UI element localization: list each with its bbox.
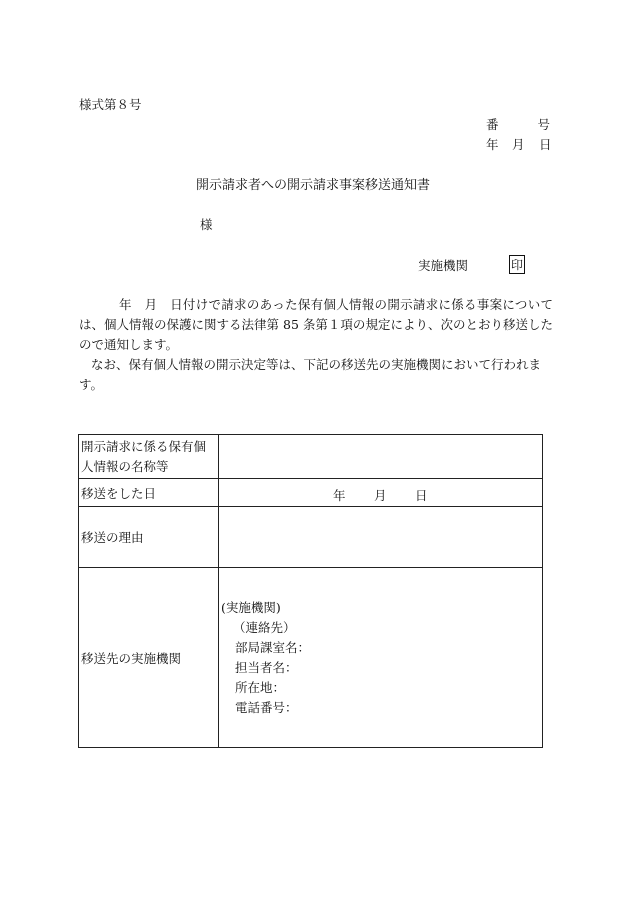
info-name-value xyxy=(219,435,543,479)
addressee-suffix: 様 xyxy=(200,217,213,232)
form-number: 様式第８号 xyxy=(79,97,142,112)
date-year: 年 xyxy=(486,137,499,152)
table-row xyxy=(79,568,543,748)
table-row xyxy=(79,435,543,479)
transfer-reason-label: 移送の理由 xyxy=(79,507,219,568)
transfer-details-table xyxy=(78,434,543,748)
destination-agency-value xyxy=(219,568,543,748)
dest-agency-heading: (実施機関) xyxy=(221,599,281,615)
dest-contact-heading: （連絡先） xyxy=(233,619,296,635)
transfer-date-label: 移送をした日 xyxy=(79,479,219,507)
notice-body xyxy=(79,295,553,395)
dest-person: 担当者名： xyxy=(235,659,298,675)
sender-agency-label: 実施機関 xyxy=(418,258,469,273)
number-suffix: 号 xyxy=(537,117,550,132)
document-title: 開示請求者への開示請求事案移送通知書 xyxy=(196,178,431,193)
body-paragraph-1: 年 月 日付けで請求のあった保有個人情報の開示請求に係る事案については、個人情報の保護に関する法律第 85 条第１項の規定により、次のとおり移送したので通知します。 xyxy=(79,297,553,352)
transfer-date-day: 日 xyxy=(415,488,428,503)
table-row xyxy=(79,507,543,568)
transfer-date-year: 年 xyxy=(333,488,346,503)
date-month: 月 xyxy=(512,137,525,152)
number-label: 番 xyxy=(486,117,499,132)
seal-mark: 印 xyxy=(509,255,525,274)
destination-agency-label: 移送先の実施機関 xyxy=(79,568,219,748)
dest-phone: 電話番号： xyxy=(235,699,298,715)
transfer-date-month: 月 xyxy=(374,488,387,503)
date-day: 日 xyxy=(539,137,552,152)
dest-address: 所在地： xyxy=(235,679,286,695)
table-row xyxy=(79,479,543,507)
info-name-label: 開示請求に係る保有個人情報の名称等 xyxy=(79,435,219,479)
transfer-reason-value xyxy=(219,507,543,568)
dest-department: 部局課室名： xyxy=(235,639,311,655)
body-paragraph-2: なお、保有個人情報の開示決定等は、下記の移送先の実施機関において行われます。 xyxy=(79,357,542,392)
transfer-date-value xyxy=(219,479,543,507)
